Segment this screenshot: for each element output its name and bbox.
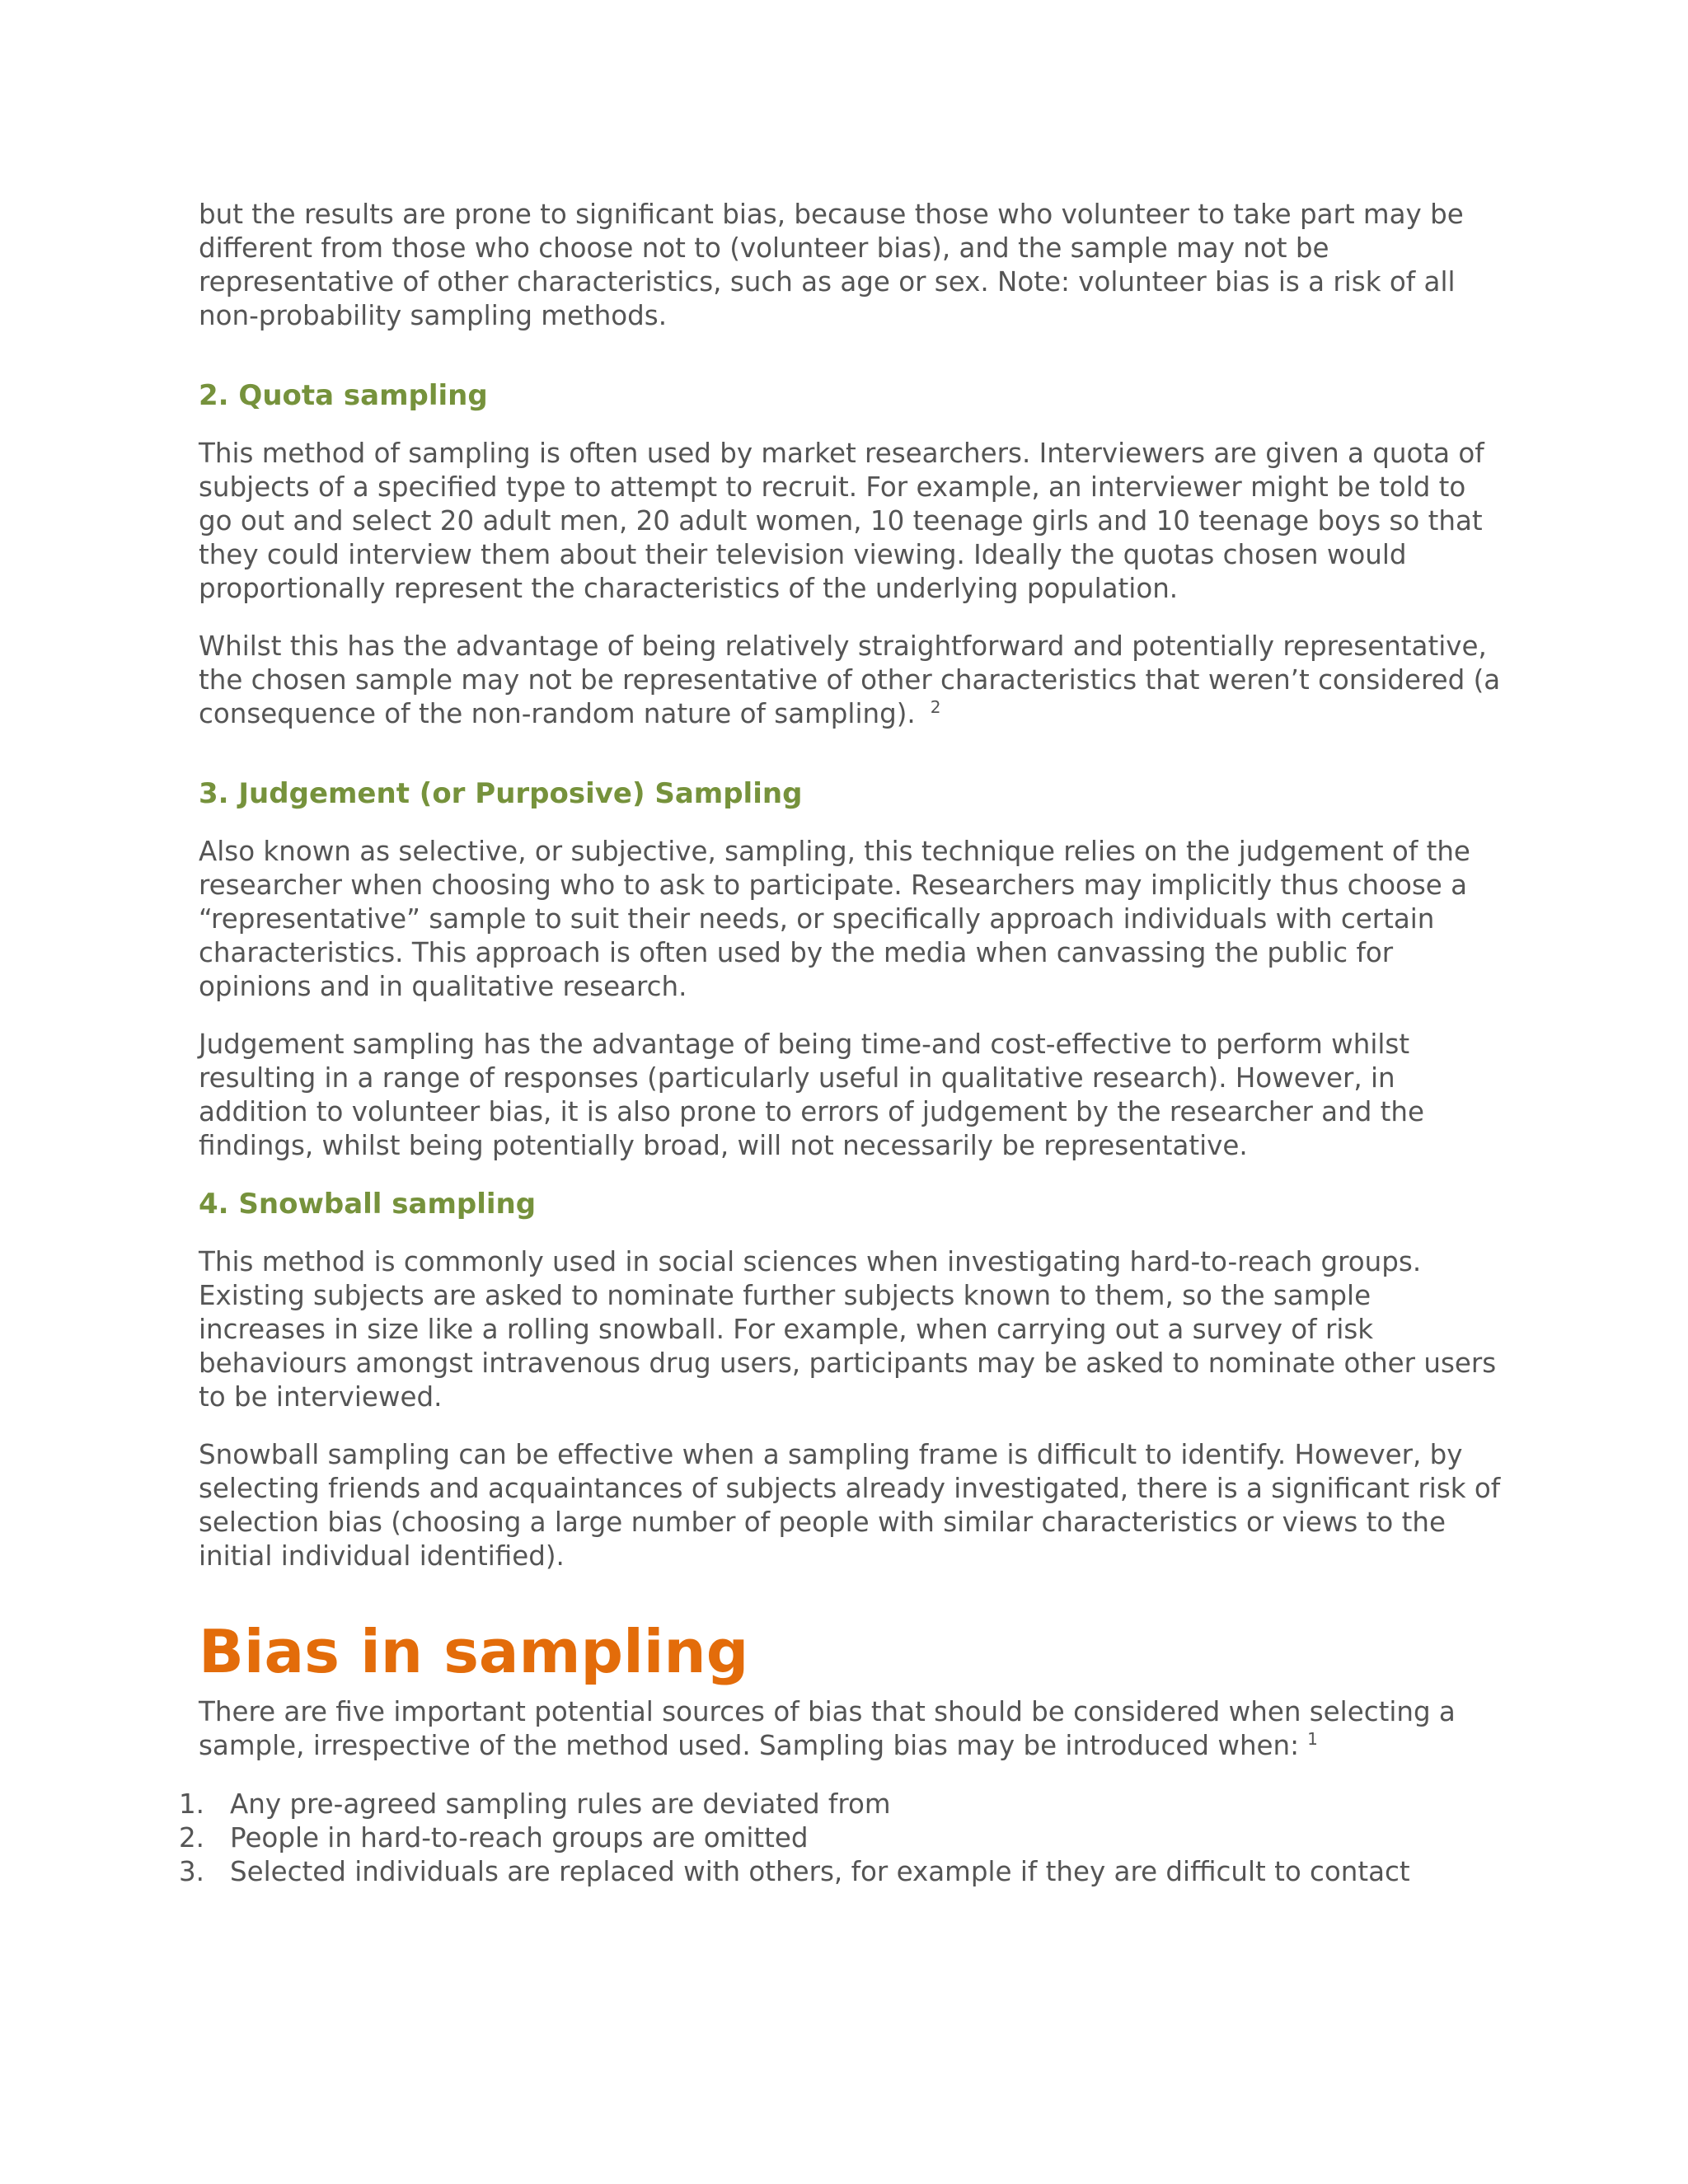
bias-paragraph	[199, 1695, 1501, 1763]
judgement-paragraph-1: Also known as selective, or subjective, sampling, this technique relies on the judgement of the researcher when choosing who to ask to participate. Researchers may implicitly thus choose a “representative” sample to suit their needs, or specifically approach individuals with certain characteristics. This approach is often used by the media when canvassing the public for opinions and in qualitative research.	[199, 836, 1470, 1002]
heading-quota-sampling: 2. Quota sampling	[199, 379, 488, 412]
quota-paragraph-2-text: Whilst this has the advantage of being relatively straightforward and potentially representative, the chosen sample may not be representative of other characteristics that weren’t considered (a consequence of the non-random nature of sampling).	[199, 630, 1501, 729]
quota-paragraph-2	[199, 630, 1501, 731]
bias-sources-list	[179, 1788, 1501, 1889]
list-item-text: People in hard-to-reach groups are omitted	[230, 1822, 809, 1854]
list-item-number: 2.	[179, 1822, 205, 1854]
quota-paragraph-1: This method of sampling is often used by market researchers. Interviewers are given a quota of subjects of a specified type to attempt to recruit. For example, an interviewer might be told to go out and select 20 adult men, 20 adult women, 10 teenage girls and 10 teenage boys so that they could interview them about their television viewing. Ideally the quotas chosen would proportionally represent the characteristics of the underlying population.	[199, 438, 1484, 604]
list-item-number: 3.	[179, 1856, 205, 1887]
snowball-paragraph-1: This method is commonly used in social sciences when investigating hard-to-reach groups. Existing subjects are asked to nominate further subjects known to them, so the sample increases in size like a rolling snowball. For example, when carrying out a survey of risk behaviours amongst intravenous drug users, participants may be asked to nominate other users to be interviewed.	[199, 1246, 1497, 1413]
heading-snowball-sampling: 4. Snowball sampling	[199, 1188, 537, 1221]
list-item	[179, 1855, 1501, 1889]
list-item-text: Selected individuals are replaced with others, for example if they are difficult to contact	[230, 1856, 1410, 1887]
section-title-bias-in-sampling: Bias in sampling	[199, 1617, 749, 1686]
list-item-text: Any pre-agreed sampling rules are deviated from	[230, 1788, 891, 1820]
footnote-ref-1: 1	[1307, 1729, 1318, 1750]
intro-paragraph: but the results are prone to significant bias, because those who volunteer to take part may be different from those who choose not to (volunteer bias), and the sample may not be representative of other characteristics, such as age or sex. Note: volunteer bias is a risk of all non-probability sampling methods.	[199, 199, 1464, 331]
list-item	[179, 1788, 1501, 1821]
bias-paragraph-text: There are five important potential sources of bias that should be considered when selecting a sample, irrespective of the method used. Sampling bias may be introduced when:	[199, 1696, 1456, 1761]
list-item-number: 1.	[179, 1788, 205, 1820]
list-item	[179, 1821, 1501, 1855]
heading-judgement-sampling: 3. Judgement (or Purposive) Sampling	[199, 777, 803, 810]
document-content	[179, 198, 1501, 1889]
footnote-ref-2: 2	[930, 697, 941, 718]
snowball-paragraph-2: Snowball sampling can be effective when a sampling frame is difficult to identify. However, by selecting friends and acquaintances of subjects already investigated, there is a significant risk of selection bias (choosing a large number of people with similar characteristics or views to the initial individual identified).	[199, 1439, 1501, 1572]
judgement-paragraph-2: Judgement sampling has the advantage of being time-and cost-effective to perform whilst resulting in a range of responses (particularly useful in qualitative research). However, in addition to volunteer bias, it is also prone to errors of judgement by the researcher and the findings, whilst being potentially broad, will not necessarily be representative.	[199, 1029, 1424, 1161]
